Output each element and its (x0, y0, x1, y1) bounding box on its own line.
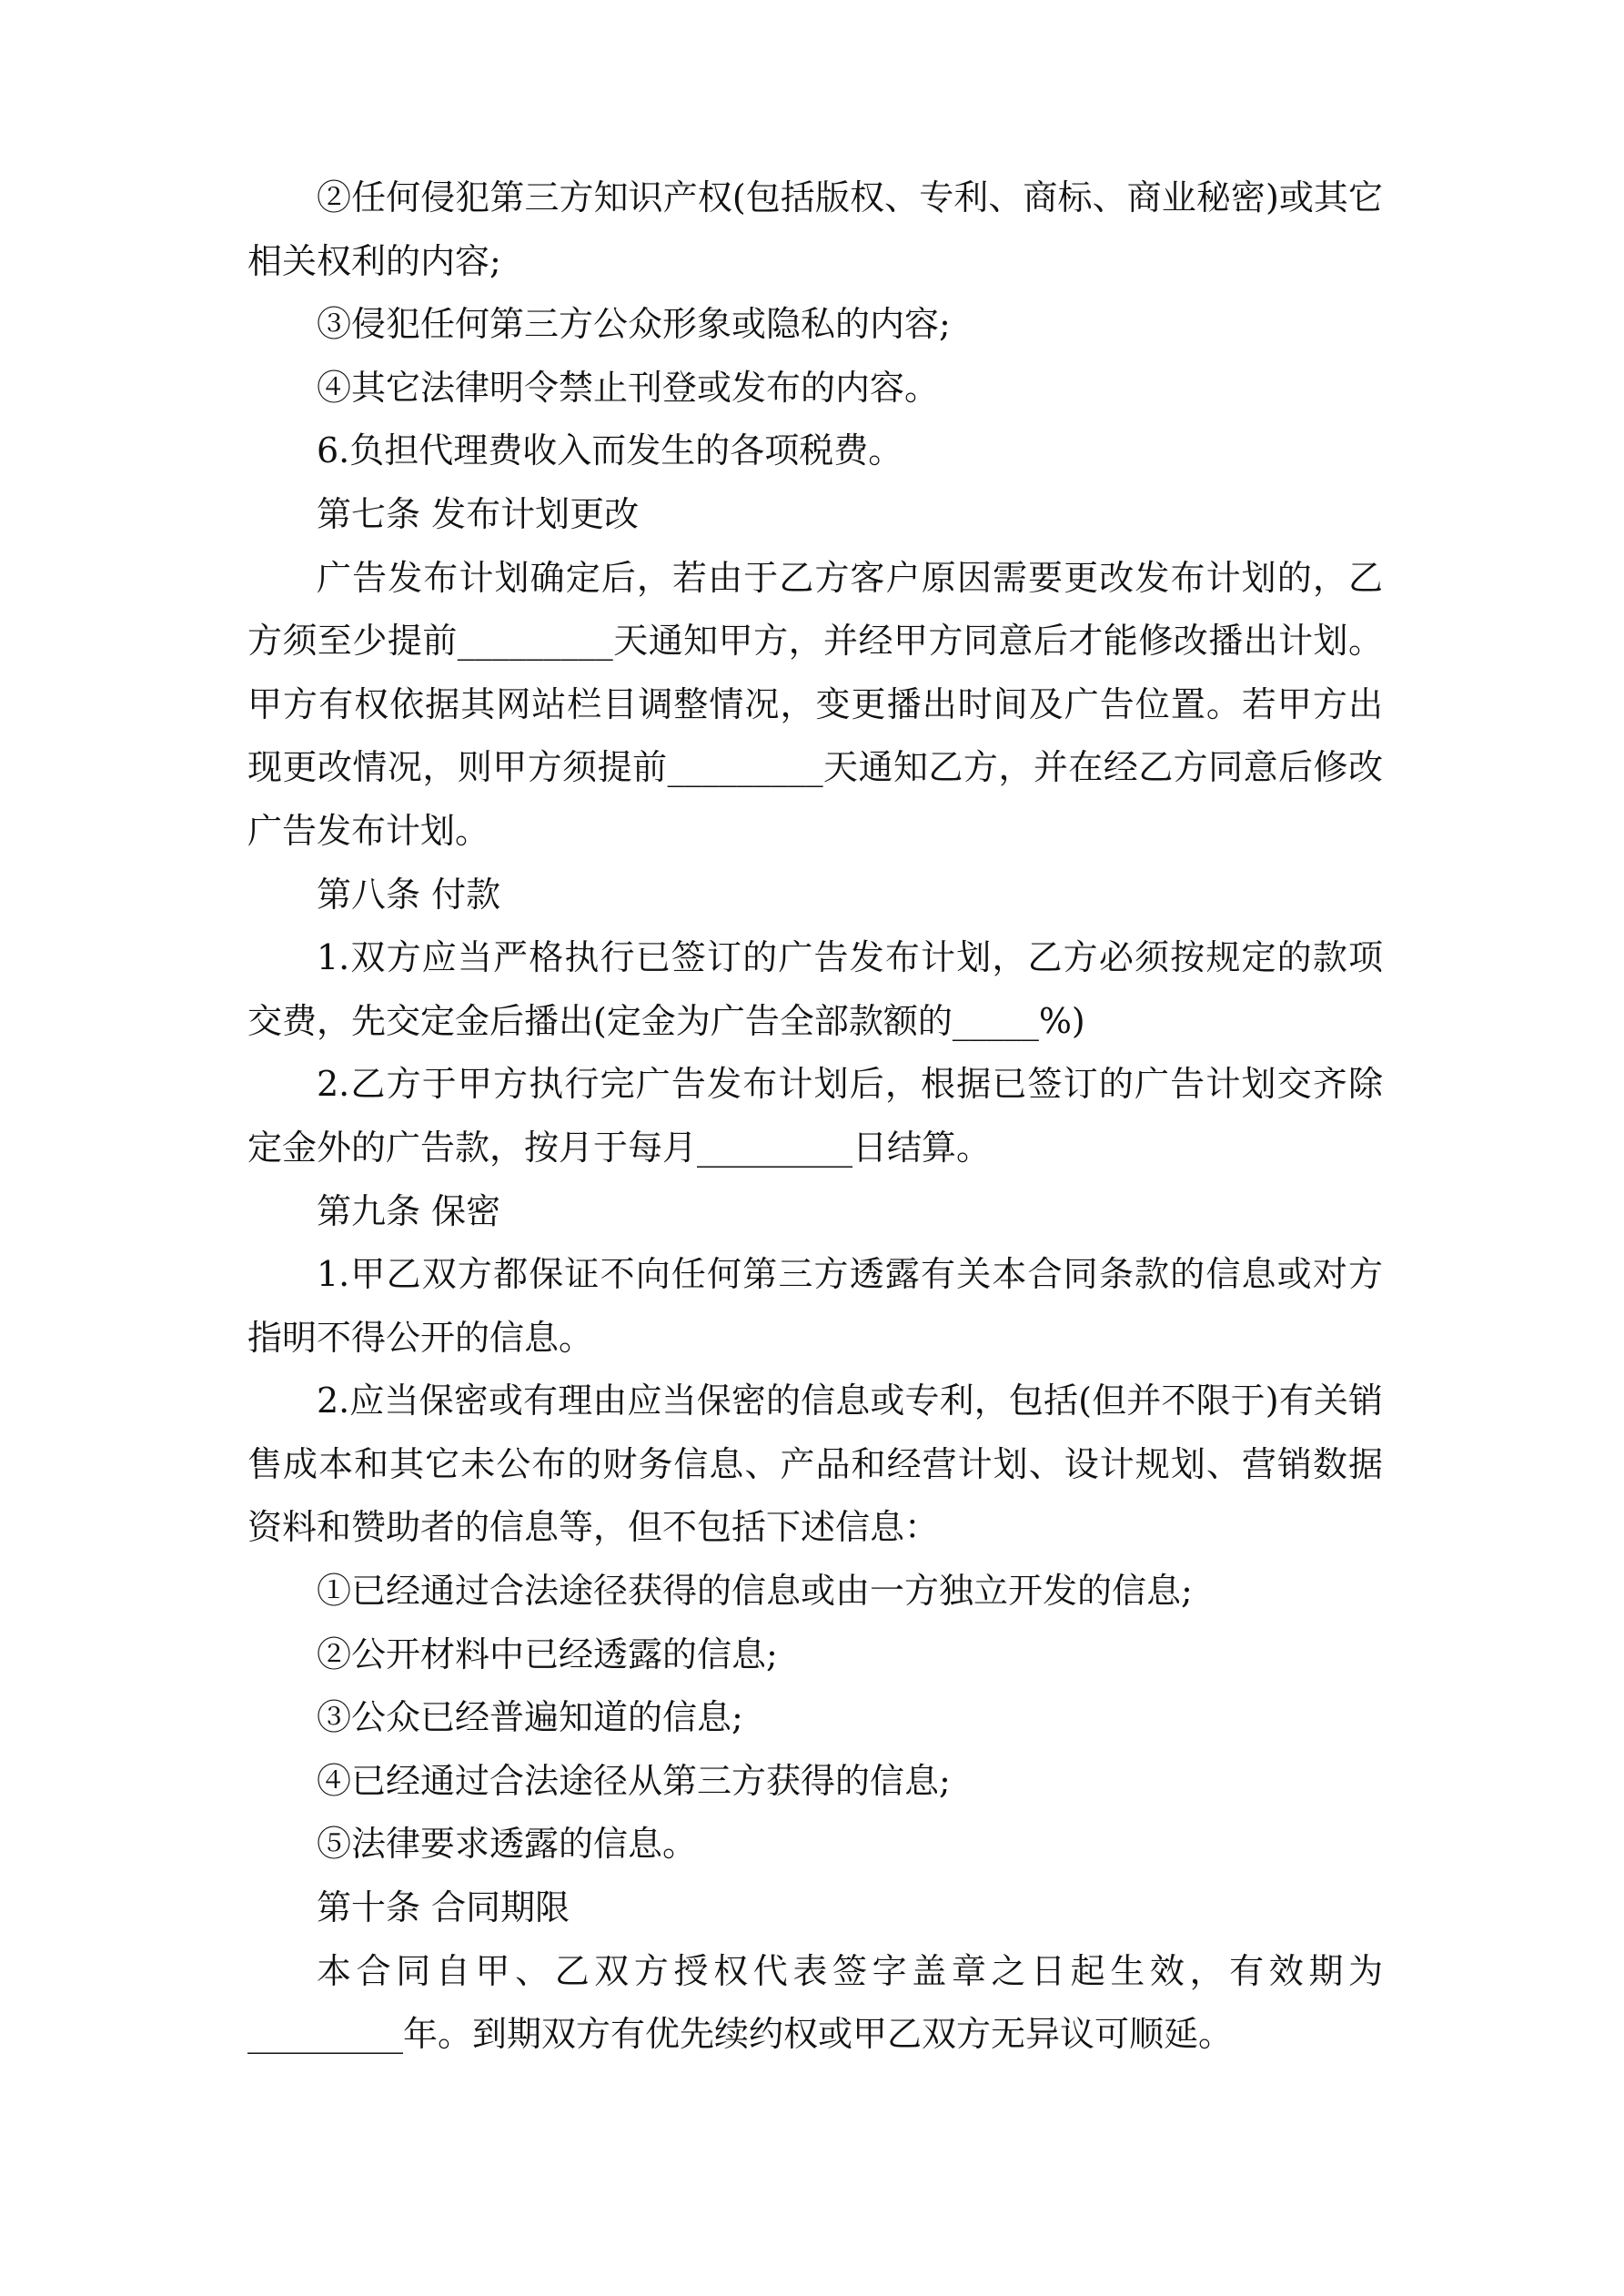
article-10-heading: 第十条 合同期限 (317, 1887, 570, 1928)
article-9-item-3: ③公众已经普遍知道的信息; (317, 1697, 743, 1738)
article-9-item-4: ④已经通过合法途径从第三方获得的信息; (317, 1760, 951, 1801)
article-7-body: 广告发布计划确定后，若由于乙方客户原因需要更改发布计划的，乙方须至少提前_________天通知甲方，并经甲方同意后才能修改播出计划。甲方有权依据其网站栏目调整情况，变更播出时间及广告位置。若甲方出现更改情况，则甲方须提前_________天通知乙方，并在经乙方同意后修改广告发布计划。 (247, 557, 1383, 851)
article-9-item-5: ⑤法律要求透露的信息。 (317, 1824, 698, 1865)
article-9-clause-2: 2.应当保密或有理由应当保密的信息或专利，包括(但并不限于)有关销售成本和其它未公布的财务信息、产品和经营计划、设计规划、营销数据资料和赞助者的信息等，但不包括下述信息： (247, 1381, 1383, 1548)
paragraph-item-2-ip-rights: ②任何侵犯第三方知识产权(包括版权、专利、商标、商业秘密)或其它相关权利的内容; (247, 177, 1383, 281)
article-8-clause-2: 2.乙方于甲方执行完广告发布计划后，根据已签订的广告计划交齐除定金外的广告款，按月于每月_________日结算。 (247, 1064, 1383, 1168)
paragraph-item-3-privacy: ③侵犯任何第三方公众形象或隐私的内容; (317, 304, 951, 345)
article-9-clause-1: 1.甲乙双方都保证不向任何第三方透露有关本合同条款的信息或对方指明不得公开的信息。 (247, 1254, 1383, 1358)
article-10-body: 本合同自甲、乙双方授权代表签字盖章之日起生效，有效期为_________年。到期双方有优先续约权或甲乙双方无异议可顺延。 (247, 1950, 1383, 2055)
article-9-item-2: ②公开材料中已经透露的信息; (317, 1633, 778, 1674)
article-8-clause-1: 1.双方应当严格执行已签订的广告发布计划，乙方必须按规定的款项交费，先交定金后播出(定金为广告全部款额的_____%) (247, 937, 1383, 1041)
article-8-heading: 第八条 付款 (317, 874, 501, 915)
paragraph-clause-6-taxes: 6.负担代理费收入而发生的各项税费。 (317, 430, 903, 471)
paragraph-item-4-prohibited: ④其它法律明令禁止刊登或发布的内容。 (317, 367, 940, 408)
article-9-item-1: ①已经通过合法途径获得的信息或由一方独立开发的信息; (317, 1571, 1193, 1612)
article-9-heading: 第九条 保密 (317, 1190, 501, 1231)
article-7-heading: 第七条 发布计划更改 (317, 493, 640, 534)
document-body (247, 167, 1383, 2067)
